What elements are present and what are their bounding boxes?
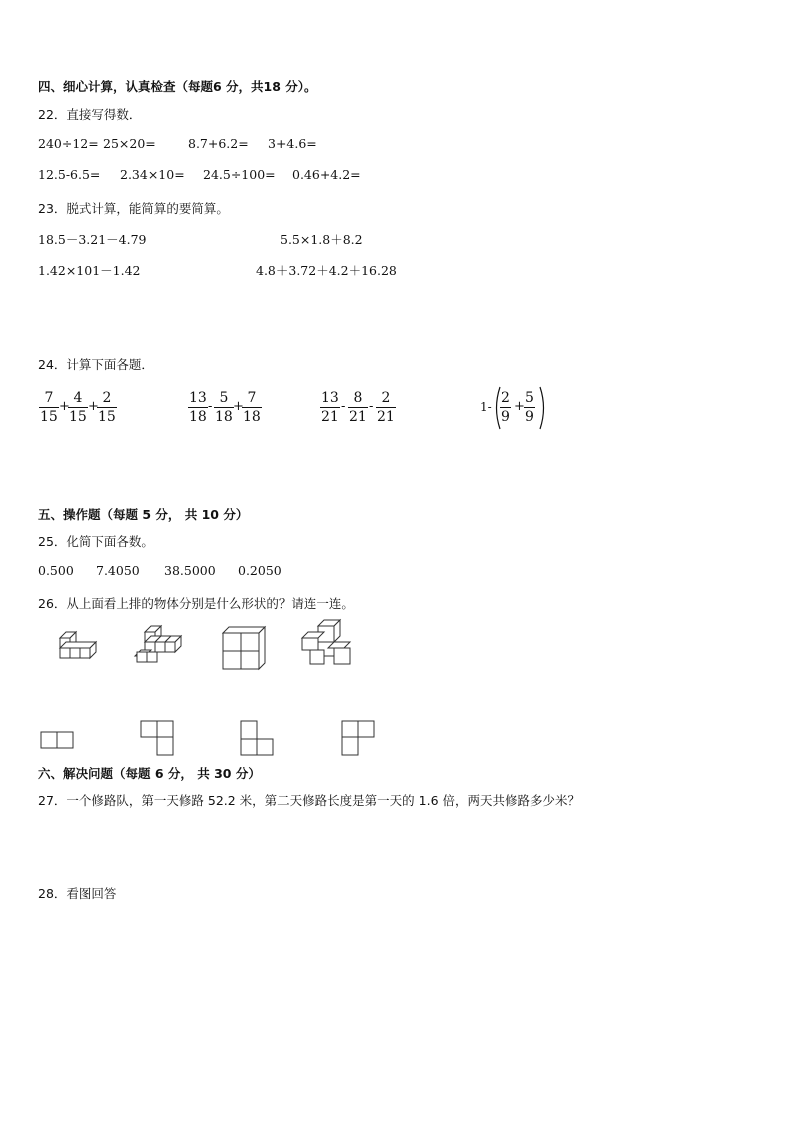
operator: 1- [480, 400, 492, 414]
q22-label: 22．直接写得数． [38, 107, 142, 122]
q23-item: 4.8＋3.72＋4.2＋16.28 [256, 263, 397, 278]
fraction: 2 15 [98, 390, 116, 425]
q28-text: 28．看图回答 [38, 886, 117, 901]
q23-item: 18.5－3.21－4.79 [38, 232, 147, 247]
operator: + [88, 399, 99, 414]
right-paren [538, 386, 548, 430]
cube-solid-4 [300, 618, 356, 674]
cube-solid-1 [56, 628, 104, 676]
q25-value: 0.500 [38, 563, 74, 578]
operator: - [369, 399, 374, 414]
q25-value: 0.2050 [238, 563, 282, 578]
top-view-3 [240, 720, 276, 760]
fraction: 5 18 [215, 390, 233, 425]
q22-item: 8.7+6.2= [188, 136, 249, 151]
q22-item: 25×20= [103, 136, 156, 151]
q22-item: 0.46+4.2= [292, 167, 361, 182]
q23-label: 23．脱式计算，能简算的要简算。 [38, 201, 229, 216]
q22-item: 240÷12= [38, 136, 99, 151]
q23-item: 5.5×1.8＋8.2 [280, 232, 363, 247]
section-4-title: 四、细心计算，认真检查（每题6 分，共18 分）。 [38, 79, 317, 94]
q25-value: 7.4050 [96, 563, 140, 578]
fraction: 8 21 [349, 390, 367, 425]
top-view-2 [140, 720, 176, 760]
operator: + [514, 399, 525, 414]
q23-item: 1.42×101－1.42 [38, 263, 141, 278]
operator: - [341, 399, 346, 414]
section-6-title: 六、解决问题（每题 6 分， 共 30 分） [38, 766, 261, 781]
operator: - [208, 399, 213, 414]
q24-label: 24．计算下面各题． [38, 357, 154, 372]
q22-item: 24.5÷100= [203, 167, 276, 182]
fraction: 13 18 [189, 390, 207, 425]
q26-label: 26．从上面看上排的物体分别是什么形状的？请连一连。 [38, 596, 354, 611]
q27-text: 27．一个修路队，第一天修路 52.2 米，第二天修路长度是第一天的 1.6 倍，两天共修路多少米？ [38, 793, 581, 808]
operator: + [233, 399, 244, 414]
fraction: 5 9 [525, 390, 534, 425]
top-view-4 [340, 720, 380, 760]
top-view-1 [40, 730, 76, 750]
cube-solid-3 [221, 625, 269, 675]
cube-solid-2 [135, 622, 187, 674]
q25-value: 38.5000 [164, 563, 216, 578]
q22-item: 3+4.6= [268, 136, 317, 151]
fraction: 7 18 [243, 390, 261, 425]
fraction: 2 21 [377, 390, 395, 425]
fraction: 7 15 [40, 390, 58, 425]
q22-item: 12.5-6.5= [38, 167, 101, 182]
q22-item: 2.34×10= [120, 167, 185, 182]
q25-label: 25．化简下面各数。 [38, 534, 154, 549]
operator: + [59, 399, 70, 414]
fraction: 13 21 [321, 390, 339, 425]
fraction: 4 15 [69, 390, 87, 425]
section-5-title: 五、操作题（每题 5 分， 共 10 分） [38, 507, 249, 522]
fraction: 2 9 [501, 390, 510, 425]
